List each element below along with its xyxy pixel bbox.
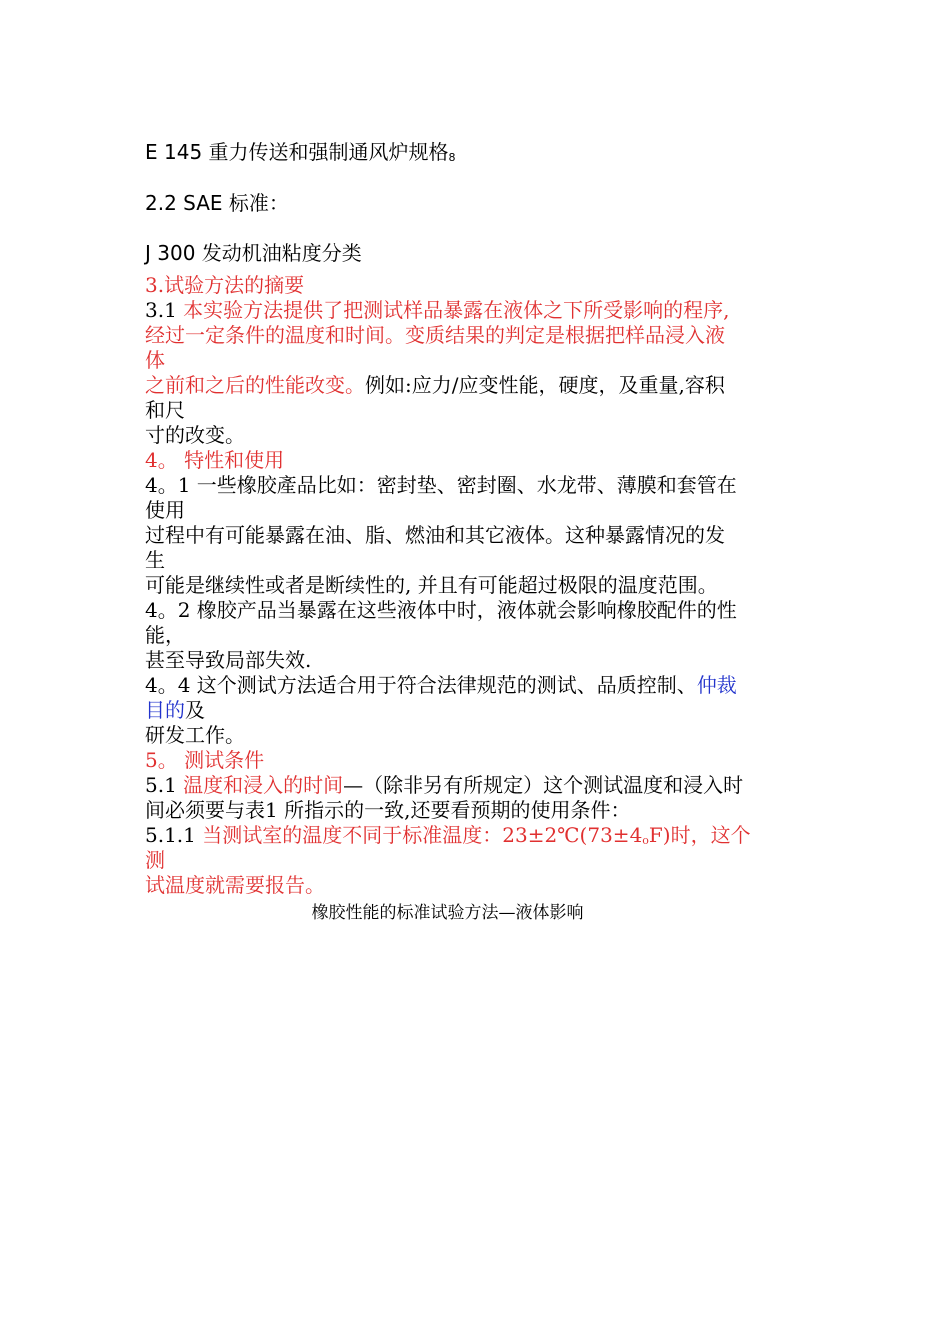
p31-number: 3.1 [145,298,184,322]
ref-j300 [145,237,362,266]
p511-line1 [145,823,810,848]
p31-line5: 和尺 [145,398,185,422]
p41-line4: 生 [145,548,165,572]
sec5-heading: 5。 测试条件 [145,748,265,772]
p31-line6: 寸的改变。 [145,423,245,447]
ref-e145-code: E 145 [145,140,203,164]
sae-heading: 2.2 SAE 标准： [145,191,289,215]
p31-line4 [145,373,810,398]
ref-j300-code: J 300 [145,241,196,265]
page-footer: 橡胶性能的标准试验方法—液体影响 [311,903,584,923]
p511-red-1a: 当测试室的温度不同于标准温度：23±2℃(73±4 [202,823,643,847]
p31-black-4: 例如:应力/应变性能，硬度，及重量,容积 [365,373,725,397]
ref-e145-title: 重力传送和强制通风炉规格 [208,140,449,164]
p51-line2: 间必须要与表1 所指示的一致,还要看预期的使用条件： [145,798,631,822]
p51-line1 [145,773,810,798]
body-text [145,273,810,898]
p51-red: 温度和浸入的时间 [183,773,344,797]
p31-red-1: 本实验方法提供了把测试样品暴露在液体之下所受影响的程序, [183,298,730,322]
p31-line2: 经过一定条件的温度和时间。变质结果的判定是根据把样品浸入液 [145,323,725,347]
p31-line3: 体 [145,348,165,372]
p31-red-4: 之前和之后的性能改变。 [145,373,365,397]
p42-line2: 能， [145,623,185,647]
p44-line1 [145,673,810,698]
ref-e145-note: 8 [448,151,456,164]
p42-line3: 甚至导致局部失效. [145,648,312,672]
p44-line3: 研发工作。 [145,723,245,747]
p44-blue-2: 目的 [145,698,185,722]
ref-j300-title: 发动机油粘度分类 [201,241,362,265]
p41-line1: 4。1 一些橡胶產品比如：密封垫、密封圈、水龙带、薄膜和套管在 [145,473,737,497]
p511-red-1b: F)时，这个 [648,823,751,847]
sec4-heading: 4。 特性和使用 [145,448,285,472]
p511-line2: 测 [145,848,165,872]
p42-line1: 4。2 橡胶产品当暴露在这些液体中时，液体就会影响橡胶配件的性 [145,598,737,622]
p44-line2 [145,698,810,723]
p511-number: 5.1.1 [145,823,203,847]
p41-line2: 使用 [145,498,185,522]
p51-black-1: —（除非另有所规定）这个测试温度和浸入时 [343,773,744,797]
ref-e145 [145,136,456,165]
p41-line5: 可能是继续性或者是断续性的, 并且有可能超过极限的温度范围。 [145,573,718,597]
p44-black-2: 及 [185,698,205,722]
sec3-heading: 3.试验方法的摘要 [145,273,305,297]
p31-line1 [145,298,810,323]
p511-line3: 试温度就需要报告。 [145,873,325,897]
p511-red-sub: o [642,834,649,847]
p41-line3: 过程中有可能暴露在油、脂、燃油和其它液体。这种暴露情况的发 [145,523,725,547]
p44-black-1: 4。4 这个测试方法适合用于符合法律规范的测试、品质控制、 [145,673,697,697]
p44-blue-1: 仲裁 [696,673,737,697]
p51-number: 5.1 [145,773,184,797]
